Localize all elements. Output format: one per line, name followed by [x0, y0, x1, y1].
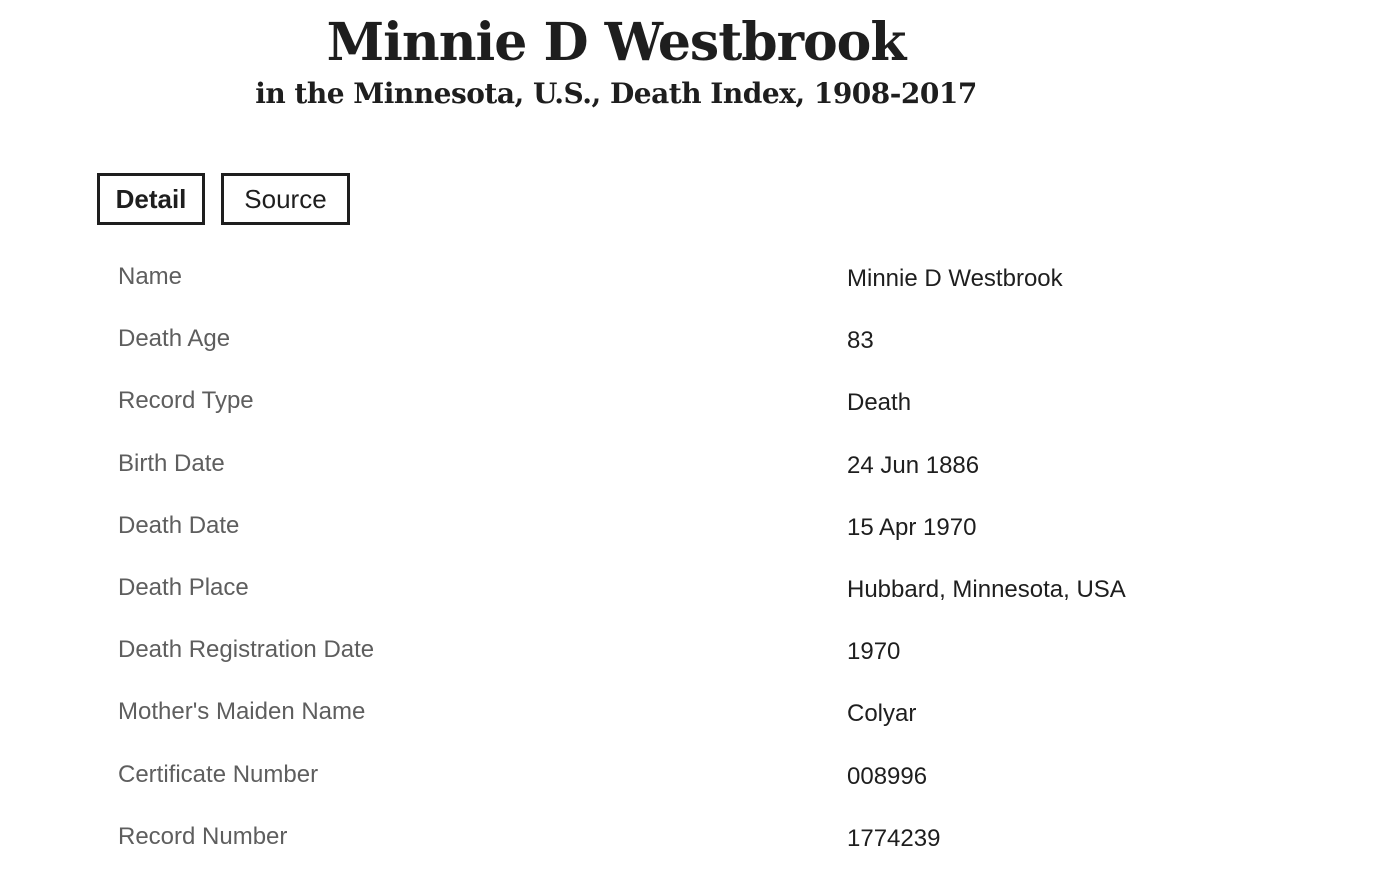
detail-value: 24 Jun 1886 [847, 451, 980, 479]
detail-row-death-place [118, 559, 1298, 621]
detail-label: Record Number [118, 822, 288, 850]
detail-row-death-date [118, 497, 1298, 559]
detail-value: Hubbard, Minnesota, USA [847, 576, 1126, 604]
detail-row-record-type [118, 372, 1298, 434]
record-header [0, 12, 1232, 114]
tab-bar [97, 173, 350, 225]
detail-value: 1774239 [847, 824, 941, 852]
detail-value: Death [847, 389, 912, 417]
detail-row-certificate-number [118, 746, 1298, 808]
detail-label: Certificate Number [118, 760, 319, 788]
detail-value: 008996 [847, 762, 928, 790]
detail-label: Death Registration Date [118, 636, 375, 664]
tab-source[interactable]: Source [221, 173, 350, 225]
detail-row-birth-date [118, 435, 1298, 497]
detail-label: Birth Date [118, 449, 225, 477]
detail-value: Minnie D Westbrook [847, 265, 1063, 293]
detail-value: Colyar [847, 700, 917, 728]
detail-row-death-age [118, 310, 1298, 372]
detail-row-record-number [118, 808, 1298, 870]
detail-label: Name [118, 263, 183, 291]
detail-label: Death Place [118, 574, 249, 602]
page-title: Minnie D Westbrook [326, 12, 906, 73]
tab-detail[interactable]: Detail [97, 173, 205, 225]
detail-label: Death Age [118, 325, 231, 353]
detail-value: 83 [847, 327, 874, 355]
detail-label: Record Type [118, 387, 254, 415]
detail-label: Death Date [118, 511, 240, 539]
page-subtitle: in the Minnesota, U.S., Death Index, 1908-2017 [255, 77, 977, 110]
detail-value: 15 Apr 1970 [847, 513, 977, 541]
detail-table [118, 248, 1298, 870]
detail-label: Mother's Maiden Name [118, 698, 366, 726]
detail-row-death-registration-date [118, 621, 1298, 683]
detail-row-mothers-maiden-name [118, 683, 1298, 745]
detail-row-name [118, 248, 1298, 310]
detail-value: 1970 [847, 638, 901, 666]
